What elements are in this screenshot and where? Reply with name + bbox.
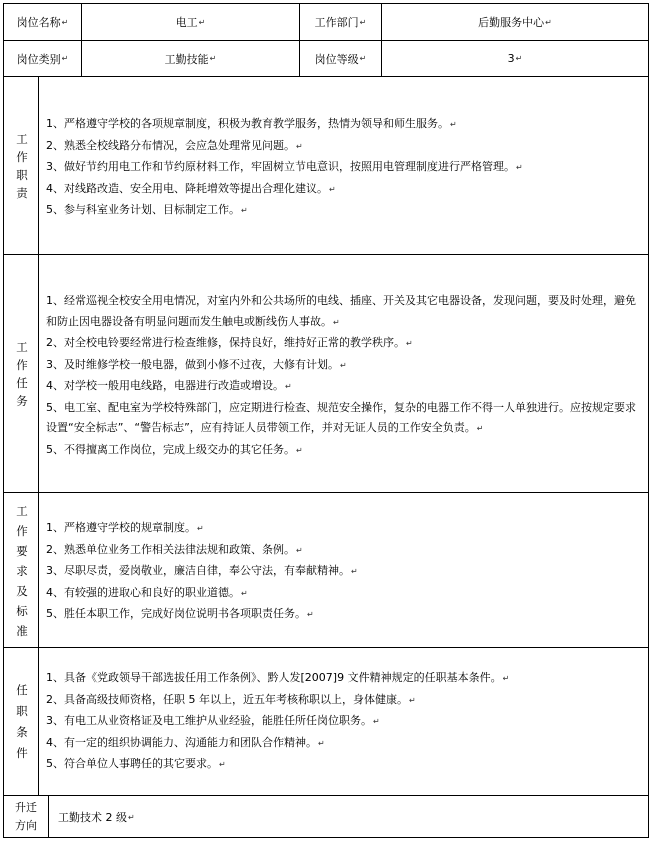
conditions-section [3, 648, 649, 796]
promotion-value: 工勤技术 2 级 ↵ [58, 811, 135, 824]
list-item: 1、经常巡视全校安全用电情况，对室内外和公共场所的电线、插座、开关及其它电器设备，发现问题，要及时处理，避免和防止因电器设备有明显问题而发生触电或断线伤人事故。↵ [46, 294, 636, 328]
position-grade-value-cell [382, 41, 649, 77]
return-mark-icon: ↵ [318, 738, 325, 748]
return-mark-icon: ↵ [359, 17, 367, 27]
promotion-section [3, 796, 649, 838]
requirements-list [46, 518, 636, 626]
requirements-label: 工 作 要 求 及 标 准 [16, 503, 28, 638]
return-mark-icon: ↵ [296, 141, 303, 151]
list-item: 1、严格遵守学校的各项规章制度，积极为教育教学服务，热情为领导和师生服务。↵ [46, 117, 457, 130]
return-mark-icon: ↵ [515, 54, 523, 63]
return-mark-icon: ↵ [476, 424, 484, 433]
position-name-label-cell [3, 3, 82, 41]
duties-label: 工 作 职 责 [16, 132, 28, 200]
position-category-value-cell [82, 41, 300, 77]
return-mark-icon: ↵ [329, 184, 336, 194]
position-grade-label-cell [300, 41, 382, 77]
return-mark-icon: ↵ [61, 17, 69, 27]
list-item: 1、严格遵守学校的规章制度。↵ [46, 521, 204, 534]
return-mark-icon: ↵ [296, 545, 303, 555]
list-item: 2、对全校电铃要经常进行检查维修，保持良好，维持好正常的教学秩序。↵ [46, 336, 413, 349]
return-mark-icon: ↵ [450, 120, 457, 129]
list-item: 5、符合单位人事聘任的其它要求。↵ [46, 757, 226, 770]
position-grade-value: 3 [507, 52, 515, 65]
return-mark-icon: ↵ [359, 54, 367, 63]
return-mark-icon: ↵ [373, 717, 380, 726]
return-mark-icon: ↵ [61, 54, 69, 63]
tasks-list [46, 291, 636, 461]
list-item: 2、熟悉全校线路分布情况，会应急处理常见问题。↵ [46, 138, 303, 152]
return-mark-icon: ↵ [209, 54, 217, 63]
duties-section [3, 77, 649, 255]
list-item: 5、参与科室业务计划、目标制定工作。↵ [46, 203, 248, 216]
position-name-value-cell [82, 3, 300, 41]
return-mark-icon: ↵ [340, 360, 347, 370]
department-value: 后勤服务中心 [478, 16, 545, 29]
return-mark-icon: ↵ [241, 206, 248, 215]
position-category-value: 工勤技能 [164, 52, 209, 66]
list-item: 4、对线路改造、安全用电、降耗增效等提出合理化建议。↵ [46, 181, 336, 195]
list-item: 3、及时维修学校一般电器，做到小修不过夜，大修有计划。↵ [46, 357, 347, 371]
return-mark-icon: ↵ [406, 339, 413, 348]
position-category-label: 岗位类别 [16, 52, 61, 66]
position-name-value: 电工 [175, 16, 198, 29]
requirements-section [3, 493, 649, 648]
return-mark-icon: ↵ [241, 588, 248, 598]
list-item: 3、有电工从业资格证及电工维护从业经验，能胜任所任岗位职务。↵ [46, 714, 380, 727]
list-item: 5、电工室、配电室为学校特殊部门，应定期进行检查、规范安全操作，复杂的电器工作不得一人单独进行。应按规定要求设置“安全标志”、“警告标志”，应有持证人员带领工作，并对无证人员的工作安全负责。↵ [46, 400, 636, 434]
list-item: 1、具备《党政领导干部选拔任用工作条例》、黔人发[2007]9 文件精神规定的任职基本条件。↵ [46, 671, 510, 684]
list-item: 5、不得擅离工作岗位，完成上级交办的其它任务。↵ [46, 442, 303, 456]
list-item: 2、具备高级技师资格，任职 5 年以上，近五年考核称职以上，身体健康。↵ [46, 692, 416, 706]
department-value-cell [382, 3, 649, 41]
tasks-section [3, 255, 649, 493]
department-label-cell [300, 3, 382, 41]
return-mark-icon: ↵ [307, 610, 314, 619]
return-mark-icon: ↵ [197, 524, 204, 533]
conditions-label: 任 职 条 件 [16, 683, 28, 760]
list-item: 4、有较强的进取心和良好的职业道德。↵ [46, 585, 248, 599]
return-mark-icon: ↵ [128, 812, 135, 822]
return-mark-icon: ↵ [516, 163, 523, 172]
duties-list [46, 114, 636, 222]
tasks-label: 工 作 任 务 [16, 340, 28, 408]
return-mark-icon: ↵ [351, 567, 358, 576]
department-label: 工作部门 [314, 16, 359, 29]
return-mark-icon: ↵ [285, 382, 292, 391]
position-name-label: 岗位名称 [16, 16, 61, 29]
list-item: 5、胜任本职工作，完成好岗位说明书各项职责任务。↵ [46, 607, 314, 620]
list-item: 2、熟悉单位业务工作相关法律法规和政策、条例。↵ [46, 542, 303, 556]
list-item: 3、尽职尽责，爱岗敬业，廉洁自律，奉公守法，有奉献精神。↵ [46, 564, 358, 577]
position-category-label-cell [3, 41, 82, 77]
position-grade-label: 岗位等级 [314, 52, 359, 66]
return-mark-icon: ↵ [545, 17, 552, 27]
return-mark-icon: ↵ [219, 760, 226, 769]
return-mark-icon: ↵ [296, 445, 303, 455]
return-mark-icon: ↵ [502, 674, 510, 683]
return-mark-icon: ↵ [198, 17, 206, 27]
promotion-label: 升迁 方向 [15, 801, 37, 832]
conditions-list [46, 668, 636, 776]
list-item: 4、对学校一般用电线路，电器进行改造或增设。↵ [46, 379, 292, 392]
return-mark-icon: ↵ [333, 317, 340, 327]
return-mark-icon: ↵ [409, 695, 416, 705]
list-item: 3、做好节约用电工作和节约原材料工作，牢固树立节电意识，按照用电管理制度进行严格管理。↵ [46, 160, 523, 173]
list-item: 4、有一定的组织协调能力、沟通能力和团队合作精神。↵ [46, 735, 325, 749]
